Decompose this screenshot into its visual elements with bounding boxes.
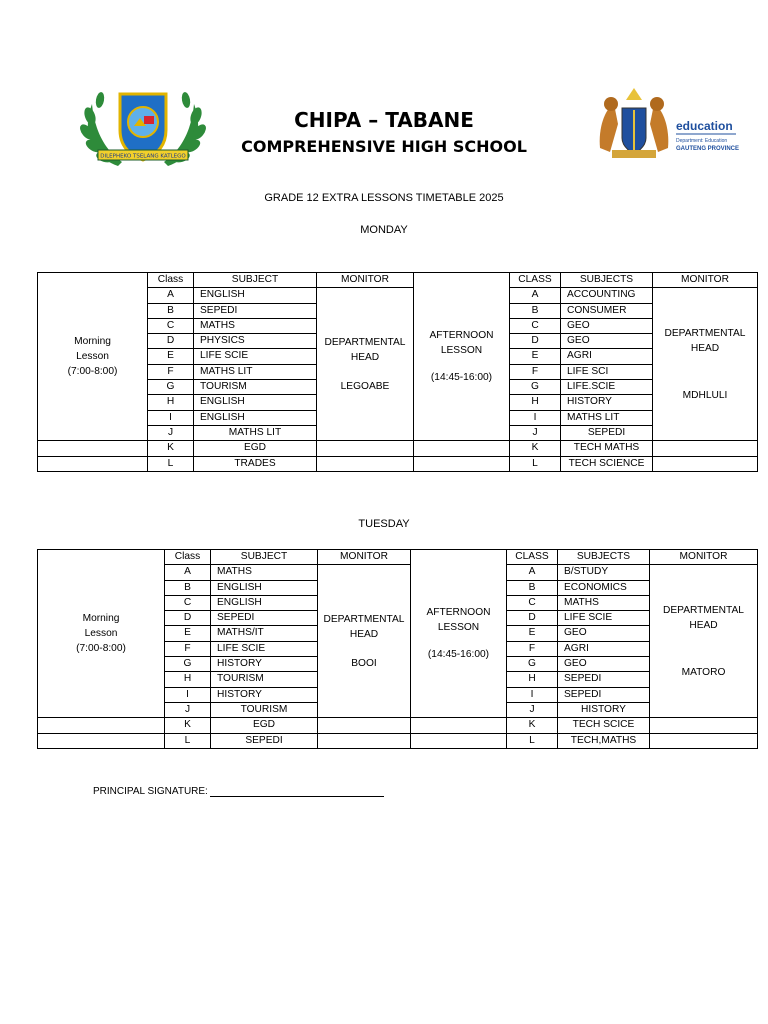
class-cell: I <box>165 687 211 702</box>
class-cell: C <box>165 595 211 610</box>
signature-label: PRINCIPAL SIGNATURE: <box>93 786 208 797</box>
subject-cell: MATHS LIT <box>561 410 653 425</box>
monitor-role: DEPARTMENTAL <box>324 336 406 348</box>
class-cell: D <box>507 611 558 626</box>
morning-time: (7:00-8:00) <box>67 366 118 378</box>
class-cell: F <box>510 364 561 379</box>
subject-cell: HISTORY <box>211 687 318 702</box>
subject-cell: ENGLISH <box>211 595 318 610</box>
table-row <box>38 718 758 733</box>
afternoon-title2: LESSON <box>437 622 480 634</box>
subject-cell: SEPEDI <box>211 611 318 626</box>
class-cell: I <box>507 687 558 702</box>
monitor-role: DEPARTMENTAL <box>664 327 746 339</box>
monitor-role: DEPARTMENTAL <box>323 613 405 625</box>
school-name-subtitle: COMPREHENSIVE HIGH SCHOOL <box>241 137 527 156</box>
empty-cell <box>653 456 758 471</box>
tuesday-heading: TUESDAY <box>358 518 410 530</box>
empty-cell <box>318 718 411 733</box>
empty-cell <box>414 456 510 471</box>
empty-cell <box>411 718 507 733</box>
class-cell: G <box>510 380 561 395</box>
class-cell: D <box>148 334 194 349</box>
monday-timetable <box>37 272 758 472</box>
afternoon-time: (14:45-16:00) <box>430 372 493 384</box>
class-cell: H <box>148 395 194 410</box>
class-cell: E <box>507 626 558 641</box>
monitor-left-block <box>318 565 411 718</box>
subject-cell: MATHS LIT <box>194 364 317 379</box>
monitor-right-block <box>653 288 758 441</box>
subject-cell: ENGLISH <box>194 288 317 303</box>
subject-cell: HISTORY <box>558 702 650 717</box>
subject-cell: EGD <box>211 718 318 733</box>
class-header: CLASS <box>510 273 561 288</box>
morning-title2: Lesson <box>84 628 118 640</box>
morning-lesson-block <box>38 273 148 441</box>
empty-cell <box>318 733 411 748</box>
morning-time: (7:00-8:00) <box>76 643 126 655</box>
subject-cell: ENGLISH <box>194 410 317 425</box>
class-cell: C <box>510 318 561 333</box>
subject-cell: SEPEDI <box>558 687 650 702</box>
afternoon-lesson-block <box>411 550 507 718</box>
subject-cell: MATHS <box>194 318 317 333</box>
subject-cell: GEO <box>561 318 653 333</box>
class-cell: C <box>148 318 194 333</box>
empty-cell <box>650 718 758 733</box>
subject-cell: AGRI <box>561 349 653 364</box>
subject-cell: TECH SCICE <box>558 718 650 733</box>
class-cell: E <box>165 626 211 641</box>
subjects-header: SUBJECTS <box>558 550 650 565</box>
svg-text:GAUTENG PROVINCE: GAUTENG PROVINCE <box>676 146 740 152</box>
class-cell: L <box>510 456 561 471</box>
subject-cell: LIFE SCIE <box>558 611 650 626</box>
subject-cell: ENGLISH <box>211 580 318 595</box>
class-cell: G <box>148 380 194 395</box>
empty-cell <box>414 441 510 456</box>
subjects-header: SUBJECTS <box>561 273 653 288</box>
subject-header: SUBJECT <box>194 273 317 288</box>
class-cell: L <box>507 733 558 748</box>
header-row <box>38 550 758 565</box>
subject-cell: SEPEDI <box>211 733 318 748</box>
monitor-role: HEAD <box>350 351 380 363</box>
empty-cell <box>317 441 414 456</box>
subject-cell: MATHS <box>558 595 650 610</box>
class-cell: K <box>165 718 211 733</box>
subject-cell: TOURISM <box>194 380 317 395</box>
monitor-header: MONITOR <box>317 273 414 288</box>
class-cell: H <box>165 672 211 687</box>
monitor-role: HEAD <box>689 619 718 631</box>
afternoon-title: AFTERNOON <box>429 330 494 342</box>
class-cell: D <box>510 334 561 349</box>
gauteng-education-logo <box>596 86 742 162</box>
subject-cell: TOURISM <box>211 702 318 717</box>
class-cell: E <box>148 349 194 364</box>
empty-cell <box>411 733 507 748</box>
table-row <box>38 441 758 456</box>
empty-cell <box>317 456 414 471</box>
subject-cell: HISTORY <box>561 395 653 410</box>
class-cell: L <box>148 456 194 471</box>
subject-cell: AGRI <box>558 641 650 656</box>
empty-cell <box>38 441 148 456</box>
class-header: Class <box>148 273 194 288</box>
afternoon-time: (14:45-16:00) <box>427 649 490 661</box>
class-cell: A <box>165 565 211 580</box>
class-cell: B <box>510 303 561 318</box>
class-cell: J <box>165 702 211 717</box>
class-cell: E <box>510 349 561 364</box>
monitor-role: HEAD <box>349 628 379 640</box>
subject-cell: LIFE.SCIE <box>561 380 653 395</box>
svg-text:DILEPHEKO TSELANG KATLEGO: DILEPHEKO TSELANG KATLEGO <box>100 153 186 160</box>
class-cell: G <box>165 657 211 672</box>
subject-cell: MATHS/IT <box>211 626 318 641</box>
class-header: Class <box>165 550 211 565</box>
tuesday-timetable <box>37 549 758 749</box>
class-cell: H <box>510 395 561 410</box>
subject-cell: HISTORY <box>211 657 318 672</box>
afternoon-title2: LESSON <box>440 345 483 357</box>
afternoon-lesson-block <box>414 273 510 441</box>
monitor-role: DEPARTMENTAL <box>663 604 744 616</box>
subject-cell: SEPEDI <box>194 303 317 318</box>
subject-cell: ENGLISH <box>194 395 317 410</box>
class-cell: I <box>148 410 194 425</box>
monitor-header: MONITOR <box>318 550 411 565</box>
table-row <box>38 456 758 471</box>
class-cell: G <box>507 657 558 672</box>
subject-cell: MATHS LIT <box>194 425 317 440</box>
subject-cell: LIFE SCIE <box>211 641 318 656</box>
class-cell: B <box>165 580 211 595</box>
subject-cell: EGD <box>194 441 317 456</box>
class-cell: K <box>507 718 558 733</box>
subject-cell: LIFE SCI <box>561 364 653 379</box>
subject-cell: LIFE SCIE <box>194 349 317 364</box>
subject-cell: GEO <box>558 657 650 672</box>
class-cell: A <box>148 288 194 303</box>
monitor-right-block <box>650 565 758 718</box>
empty-cell <box>38 456 148 471</box>
monitor-left-block <box>317 288 414 441</box>
monitor-name: LEGOABE <box>340 380 390 392</box>
subject-cell: ECONOMICS <box>558 580 650 595</box>
class-cell: A <box>507 565 558 580</box>
class-cell: C <box>507 595 558 610</box>
empty-cell <box>653 441 758 456</box>
subject-cell: TOURISM <box>211 672 318 687</box>
morning-title: Morning <box>74 336 111 348</box>
monitor-name: MATORO <box>681 666 726 678</box>
principal-signature-field <box>93 786 384 797</box>
subject-cell: MATHS <box>211 565 318 580</box>
subject-cell: TRADES <box>194 456 317 471</box>
class-cell: L <box>165 733 211 748</box>
subject-cell: SEPEDI <box>558 672 650 687</box>
class-cell: H <box>507 672 558 687</box>
monitor-header: MONITOR <box>653 273 758 288</box>
class-header: CLASS <box>507 550 558 565</box>
class-cell: J <box>510 425 561 440</box>
class-cell: K <box>148 441 194 456</box>
class-cell: A <box>510 288 561 303</box>
svg-text:Department: Education: Department: Education <box>676 138 728 144</box>
class-cell: F <box>507 641 558 656</box>
subject-cell: GEO <box>558 626 650 641</box>
class-cell: B <box>507 580 558 595</box>
monitor-name: BOOI <box>351 657 377 669</box>
empty-cell <box>38 718 165 733</box>
monitor-header: MONITOR <box>650 550 758 565</box>
monday-heading: MONDAY <box>360 224 408 236</box>
subject-cell: TECH MATHS <box>561 441 653 456</box>
morning-lesson-block <box>38 550 165 718</box>
class-cell: D <box>165 611 211 626</box>
monitor-role: HEAD <box>690 342 720 354</box>
class-cell: F <box>148 364 194 379</box>
subject-cell: PHYSICS <box>194 334 317 349</box>
class-cell: J <box>148 425 194 440</box>
subject-cell: SEPEDI <box>561 425 653 440</box>
class-cell: B <box>148 303 194 318</box>
school-name-title: CHIPA – TABANE <box>294 108 474 132</box>
monitor-name: MDHLULI <box>682 389 728 401</box>
signature-line <box>210 786 384 797</box>
afternoon-title: AFTERNOON <box>426 607 491 619</box>
empty-cell <box>650 733 758 748</box>
subject-cell: TECH,MATHS <box>558 733 650 748</box>
subject-cell: GEO <box>561 334 653 349</box>
class-cell: F <box>165 641 211 656</box>
class-cell: I <box>510 410 561 425</box>
header-row <box>38 273 758 288</box>
subject-cell: CONSUMER <box>561 303 653 318</box>
subject-cell: ACCOUNTING <box>561 288 653 303</box>
subject-header: SUBJECT <box>211 550 318 565</box>
empty-cell <box>38 733 165 748</box>
svg-text:education: education <box>676 119 733 133</box>
table-row <box>38 733 758 748</box>
subject-cell: B/STUDY <box>558 565 650 580</box>
morning-title: Morning <box>82 613 120 625</box>
timetable-title: GRADE 12 EXTRA LESSONS TIMETABLE 2025 <box>264 192 504 204</box>
subject-cell: TECH SCIENCE <box>561 456 653 471</box>
class-cell: J <box>507 702 558 717</box>
morning-title2: Lesson <box>76 351 109 363</box>
class-cell: K <box>510 441 561 456</box>
